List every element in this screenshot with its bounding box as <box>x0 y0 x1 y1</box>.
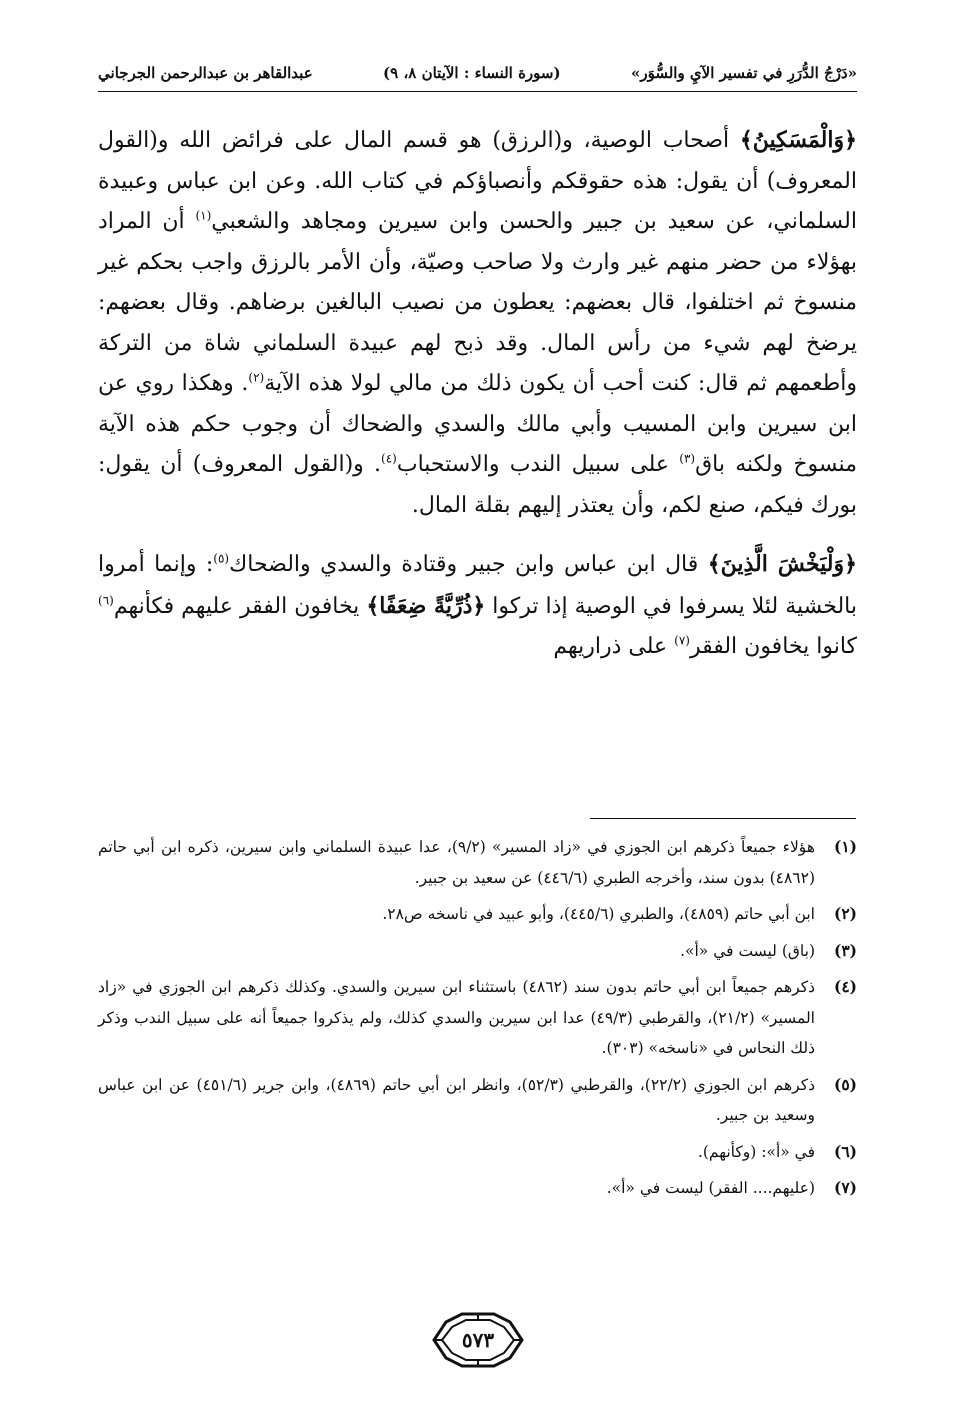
quran-quote: ﴿وَالْمَسَكِينُ﴾ <box>739 127 857 153</box>
text-run: على ذراريهم <box>553 634 675 659</box>
footnote-ref[interactable]: (٣) <box>679 451 696 466</box>
footnote-number: (٣) <box>833 940 857 960</box>
footnote-text: ابن أبي حاتم (٤٨٥٩)، والطبري (٤٤٥/٦)، وأبو عبيد في ناسخه ص٢٨. <box>382 905 815 923</box>
footnote-text: ذكرهم جميعاً ابن أبي حاتم بدون سند (٤٨٦٢) باستثناء ابن سيرين والسدي. وكذلك ذكرهم ابن الجوزي في «زاد المسير» (٢١/٢)، والقرطبي (٤٩/٣) عدا ابن سيرين والسدي كذلك، ولم يذكروا جميعاً أنه على سبيل الندب وذكر ذلك النحاس في «ناسخه» (٣٠٣). <box>98 978 815 1057</box>
footnote-separator <box>590 818 856 819</box>
text-run: يخافون الفقر عليهم فكأنهم <box>113 593 367 619</box>
header-section: (سورة النساء : الآيتان ٨، ٩) <box>383 64 561 82</box>
footnote-number: (٢) <box>833 904 857 923</box>
header-book-title: «دَرْجُ الدُّرَرِ في تفسير الآيِ والسُّوَر» <box>630 64 857 82</box>
footnote <box>98 899 857 930</box>
footnotes <box>98 832 857 1210</box>
footnote-text: (باق) ليست في «أ». <box>680 941 815 960</box>
text-run: : وإنما أمروا بالخشية لئلا يسرفوا في الوصية إذا تركوا <box>98 552 858 619</box>
footnote <box>98 936 857 967</box>
running-header <box>98 58 857 88</box>
text-run: كانوا يخافون الفقر <box>689 634 857 659</box>
text-run: أصحاب الوصية، و(الرزق) هو قسم المال على فرائض الله و(القول المعروف) أن يقول: هذه حقوقكم وأنصباؤكم في كتاب الله. وعن ابن عباس وعبيدة السلماني، عن سعيد بن جبير والحسن وابن سيرين ومجاهد والشعبي <box>98 128 857 234</box>
page-number: ٥٧٣ <box>461 1328 495 1352</box>
footnote-number: (٥) <box>833 1074 857 1094</box>
footnote <box>98 1173 857 1204</box>
footnote-text: في «أ»: (وكأنهم). <box>697 1142 815 1161</box>
quran-quote: ﴿وَلْيَخْشَ الَّذِينَ﴾ <box>707 551 858 577</box>
quran-quote: ﴿ذُرِّيَّةً ضِعَفًا﴾ <box>366 592 486 619</box>
footnote <box>98 1137 857 1168</box>
footnote-text: هؤلاء جميعاً ذكرهم ابن الجوزي في «زاد المسير» (٩/٢)، عدا عبيدة السلماني وابن سيرين، ذكره ابن أبي حاتم (٤٨٦٢) بدون سند، وأخرجه الطبري (٤٤٦/٦) عن سعيد بن جبير. <box>98 838 815 887</box>
footnote-ref[interactable]: (١) <box>195 208 212 223</box>
header-rule <box>98 91 857 92</box>
footnote-number: (١) <box>833 837 857 856</box>
text-run: . و(القول المعروف) أن يقول: بورك فيكم، صنع لكم، وأن يعتذر إليهم بقلة المال. <box>98 452 857 518</box>
footnote <box>98 832 857 893</box>
footnote <box>98 972 857 1064</box>
footnote-ref[interactable]: (٧) <box>674 633 690 648</box>
footnote-text: (عليهم.... الفقر) ليست في «أ». <box>606 1179 815 1197</box>
main-text <box>98 120 857 668</box>
footnote-number: (٤) <box>833 977 857 996</box>
footnote-text: ذكرهم ابن الجوزي (٢٢/٢)، والقرطبي (٥٢/٣)، وانظر ابن أبي حاتم (٤٨٦٩)، وابن جرير (٤٥١/٦) عن ابن عباس وسعيد بن جبير. <box>98 1075 815 1124</box>
paragraph-2 <box>98 544 857 668</box>
footnote-ref[interactable]: (٥) <box>213 551 230 566</box>
text-run: أن المراد بهؤلاء من حضر منهم غير وارث ولا صاحب وصيّة، وأن الأمر بالرزق واجب بحكم غير منسوخ ثم اختلفوا، قال بعضهم: يعطون من نصيب البالغين برضاهم. وقال بعضهم: يرضخ لهم شيء من رأس المال. وقد ذبح لهم عبيدة السلماني شاة من التركة وأطعمهم ثم قال: كنت أحب أن يكون ذلك من مالي لولا هذه الآية <box>98 209 857 396</box>
page-number-ornament <box>432 1312 524 1368</box>
header-author: عبدالقاهر بن عبدالرحمن الجرجاني <box>98 64 313 82</box>
footnote-number: (٦) <box>833 1141 857 1161</box>
text-run: . وهكذا روي عن ابن سيرين وابن المسيب وأبي مالك والسدي والضحاك أن وجوب حكم هذه الآية منسوخ ولكنه باق <box>98 371 857 477</box>
footnote-ref[interactable]: (٦) <box>98 593 114 608</box>
footnote-number: (٧) <box>833 1178 857 1197</box>
footnote <box>98 1070 857 1131</box>
footnote-ref[interactable]: (٤) <box>381 451 397 466</box>
text-run: قال ابن عباس وابن جبير وقتادة والسدي والضحاك <box>229 552 708 577</box>
footnote-ref[interactable]: (٢) <box>248 370 265 385</box>
paragraph-1 <box>98 120 857 526</box>
text-run: على سبيل الندب والاستحباب <box>396 452 680 477</box>
